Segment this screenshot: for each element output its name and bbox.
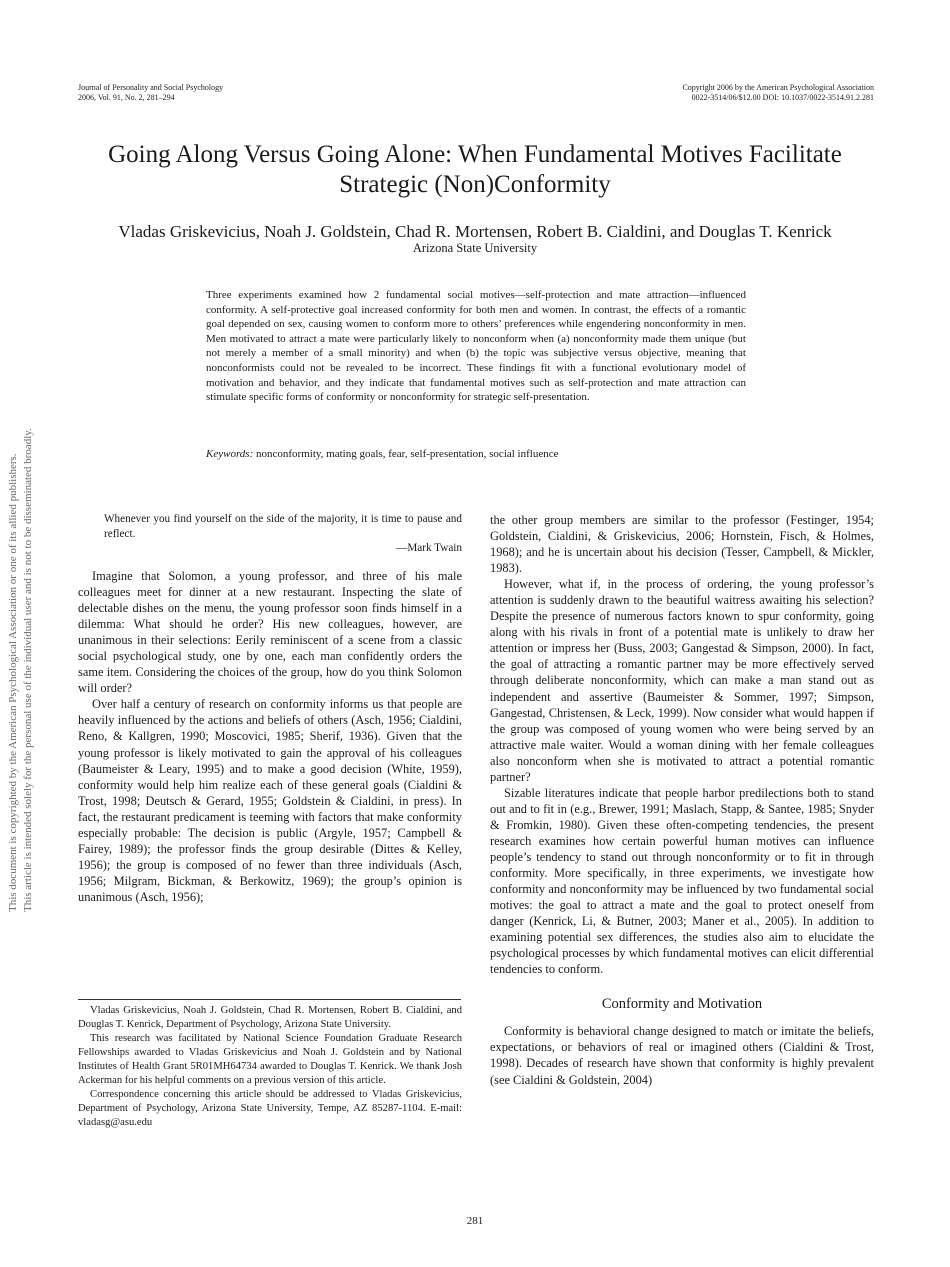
body-paragraph: However, what if, in the process of ordering, the young professor’s attention is suddenly drawn to the beautiful waitress awaiting his selection? Despite the presence of numerous factors known to spur conformity, going along with his rivals in front of a potential mate is unlikely to draw her attention or impress her (Buss, 2003; Gangestad & Simpson, 2000). In fact, the goal of attracting a romantic partner may be more effectively served through deliberate nonconformity, which can make a man stand out as independent and assertive (Baumeister & Sommer, 1997; Simpson, Gangestad, Christensen, & Leck, 1999). Now consider what would happen if the group was composed of young women who were being served by an attractive male waiter. Would a woman dining with her female colleagues also nonconform when she is motivated to attract a potential romantic partner? bbox=[490, 577, 874, 784]
doi-line: 0022-3514/06/$12.00 DOI: 10.1037/0022-3514.91.2.281 bbox=[691, 92, 874, 102]
title-line-2: Strategic (Non)Conformity bbox=[339, 171, 611, 198]
body-paragraph: Over half a century of research on conformity informs us that people are heavily influenced by the actions and beliefs of others (Asch, 1956; Cialdini, Reno, & Kallgren, 1990; Moscovici, 1985; Sherif, 1936). Given that the young professor is likely motivated to gain the approval of his colleagues (Baumeister & Leary, 1995) and to make a good decision (White, 1959), conformity would help him realize each of these general goals (Cialdini & Trost, 1998; Deutsch & Gerard, 1955; Goldstein & Cialdini, in press). In fact, the restaurant predicament is teeming with factors that make conformity especially probable: The decision is public (Argyle, 1957; Campbell & Fairey, 1989); the professor finds the group desirable (Dittes & Kelley, 1956); the group is composed of no fewer than three individuals (Asch, 1956; Milgram, Bickman, & Berkowitz, 1969); the group’s opinion is unanimous (Asch, 1956); bbox=[78, 697, 462, 904]
keywords-label: Keywords: bbox=[206, 448, 254, 460]
body-paragraph: Imagine that Solomon, a young professor, and three of his male colleagues meet for dinner at a new restaurant. Inspecting the slate of delectable dishes on the menu, the young professor soon finds himself in a dilemma: What should he order? His new colleagues, however, are unanimous in their selections: Eerily reminiscent of a scene from a classic social psychological study, one by one, each man confidently orders the same item. Considering the choices of the group, how do you think Solomon will order? bbox=[78, 569, 462, 696]
copyright-line: Copyright 2006 by the American Psychological Association bbox=[682, 83, 874, 92]
left-column bbox=[78, 512, 462, 905]
body-paragraph: Sizable literatures indicate that people harbor predilections both to stand out and to fit in (e.g., Brewer, 1991; Maslach, Stapp, & Santee, 1985; Snyder & Fromkin, 1980). Given these often-competing tendencies, the present research examines how certain powerful human motives can influence people’s tendency to stand out through nonconformity or to fit in through conformity. More specifically, in three experiments, we investigate how conformity and nonconformity may be influenced by two fundamental social motives: the goal to attract a mate and the goal to protect oneself from danger (Kenrick, Li, & Butner, 2003; Maner et al., 2005). In addition to examining potential sex differences, the studies also aim to elucidate the psychological processes by which fundamental motives can elicit differential tendencies to conform. bbox=[490, 785, 874, 977]
body-paragraph: Conformity is behavioral change designed to match or imitate the beliefs, expectations, or behaviors of real or imagined others (Cialdini & Trost, 1998). Decades of research have shown that conformity is highly prevalent (see Cialdini & Goldstein, 2004) bbox=[490, 1024, 874, 1087]
page-number: 281 bbox=[466, 1215, 484, 1227]
footnote-divider bbox=[78, 999, 461, 1000]
sidebar-line-2: This article is intended solely for the personal use of the individual user and is not to be disseminated broadly. bbox=[22, 428, 34, 912]
copyright-sidebar bbox=[3, 350, 39, 910]
sidebar-line-1: This document is copyrighted by the American Psychological Association or one of its allied publishers. bbox=[7, 453, 19, 912]
title-line-1: Going Along Versus Going Alone: When Fundamental Motives Facilitate bbox=[108, 141, 842, 168]
footnote-correspondence: Correspondence concerning this article should be addressed to Vladas Griskevicius, Department of Psychology, Arizona State University, Tempe, AZ 85287-1104. E-mail: vladasg@asu.edu bbox=[78, 1089, 462, 1128]
epigraph-quote: Whenever you find yourself on the side of the majority, it is time to pause and reflect. bbox=[104, 513, 462, 540]
keywords-list: nonconformity, mating goals, fear, self-presentation, social influence bbox=[256, 448, 559, 460]
journal-citation bbox=[78, 83, 223, 102]
article-title bbox=[60, 140, 890, 200]
footnote-funding: This research was facilitated by National Science Foundation Graduate Research Fellowships awarded to Vladas Griskevicius and Noah J. Goldstein and by National Institutes of Health Grant 5R01MH64734 awarded to Douglas T. Kenrick. We thank Josh Ackerman for his helpful comments on a previous version of this article. bbox=[78, 1033, 462, 1086]
journal-volume: 2006, Vol. 91, No. 2, 281–294 bbox=[78, 92, 175, 102]
right-column bbox=[490, 512, 874, 1088]
author-footnotes bbox=[78, 1004, 462, 1130]
body-paragraph: the other group members are similar to the professor (Festinger, 1954; Goldstein, Cialdini, & Griskevicius, 2006; Hornstein, Fisch, & Holmes, 1968); and he is uncertain about his decision (Tesser, Campbell, & Mickler, 1983). bbox=[490, 513, 874, 576]
epigraph-attribution: —Mark Twain bbox=[396, 542, 462, 554]
affiliation: Arizona State University bbox=[412, 241, 538, 255]
section-heading: Conformity and Motivation bbox=[601, 996, 763, 1013]
keywords bbox=[206, 447, 746, 461]
footnote-affiliation: Vladas Griskevicius, Noah J. Goldstein, Chad R. Mortensen, Robert B. Cialdini, and Douglas T. Kenrick, Department of Psychology, Arizona State University. bbox=[78, 1005, 462, 1030]
abstract: Three experiments examined how 2 fundamental social motives—self-protection and mate attraction—influenced conformity. A self-protective goal increased conformity for both men and women. In contrast, the effects of a romantic goal depended on sex, causing women to conform more to others’ preferences while engendering nonconformity in men. Men motivated to attract a mate were particularly likely to nonconform when (a) nonconformity made them unique (but not merely a member of a small minority) and when (b) the topic was subjective versus objective, meaning that nonconformists could not be revealed to be incorrect. These findings fit with a functional evolutionary model of motivation and behavior, and they indicate that fundamental motives such as self-protection and mate attraction can stimulate specific forms of conformity or nonconformity for strategic self-presentation. bbox=[206, 289, 746, 404]
author-list: Vladas Griskevicius, Noah J. Goldstein, Chad R. Mortensen, Robert B. Cialdini, and Douglas T. Kenrick bbox=[118, 222, 832, 241]
copyright-notice bbox=[682, 83, 874, 102]
journal-name: Journal of Personality and Social Psychology bbox=[78, 83, 224, 92]
